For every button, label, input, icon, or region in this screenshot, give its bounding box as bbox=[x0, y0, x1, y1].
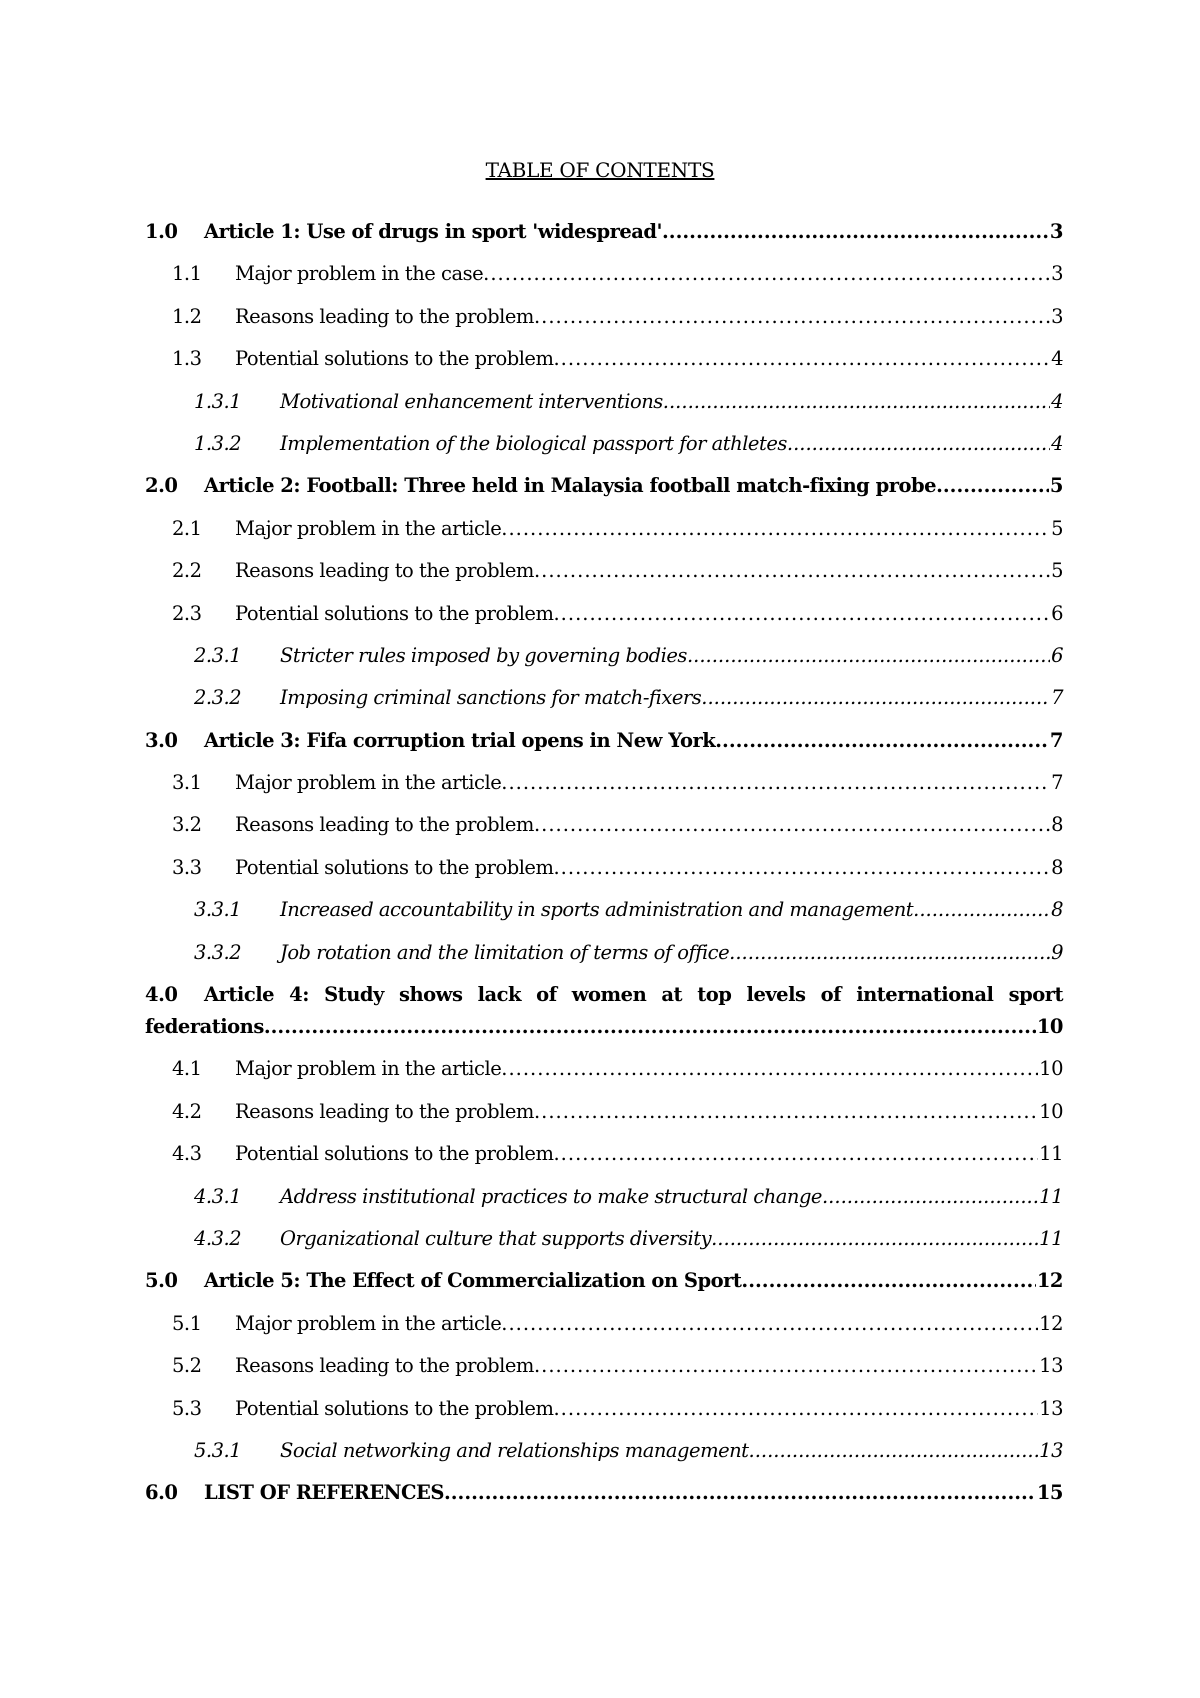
entry-page: 4 bbox=[1051, 431, 1063, 455]
dot-leader bbox=[822, 1185, 1038, 1208]
dot-leader bbox=[749, 1439, 1039, 1462]
toc-entry[interactable] bbox=[145, 729, 1063, 771]
entry-title: Job rotation and the limitation of terms of office bbox=[280, 940, 730, 964]
entry-title: Address institutional practices to make structural change bbox=[280, 1184, 822, 1208]
entry-page: 11 bbox=[1039, 1226, 1063, 1250]
toc-entry[interactable] bbox=[145, 1227, 1063, 1269]
entry-page: 5 bbox=[1049, 474, 1063, 498]
entry-number: 4.3.1 bbox=[194, 1184, 242, 1208]
entry-title: Potential solutions to the problem bbox=[235, 1142, 554, 1166]
entry-title: Major problem in the case bbox=[235, 262, 484, 286]
dot-leader bbox=[553, 1397, 1038, 1420]
toc-entry[interactable] bbox=[145, 305, 1063, 347]
entry-number: 2.2 bbox=[172, 559, 202, 583]
dot-leader bbox=[662, 220, 1049, 243]
entry-number: 2.0 bbox=[145, 474, 178, 498]
entry-page: 3 bbox=[1049, 220, 1063, 243]
entry-number: 5.2 bbox=[172, 1354, 202, 1378]
entry-title: Article 1: Use of drugs in sport 'widespread' bbox=[204, 220, 663, 243]
entry-title: Reasons leading to the problem bbox=[235, 559, 534, 583]
entry-number: 1.3 bbox=[172, 347, 202, 371]
entry-title-continued: federations bbox=[145, 1015, 264, 1039]
dot-leader bbox=[913, 898, 1050, 921]
entry-page: 15 bbox=[1036, 1481, 1063, 1505]
entry-page: 11 bbox=[1039, 1184, 1063, 1208]
toc-entry[interactable] bbox=[145, 898, 1063, 940]
dot-leader bbox=[534, 813, 1050, 836]
entry-page: 7 bbox=[1051, 686, 1063, 710]
dot-leader bbox=[787, 432, 1050, 455]
toc-entry[interactable] bbox=[145, 262, 1063, 304]
entry-page: 10 bbox=[1039, 1057, 1063, 1081]
toc-entry[interactable] bbox=[145, 1312, 1063, 1354]
toc-entry[interactable] bbox=[145, 559, 1063, 601]
toc-entry[interactable] bbox=[145, 390, 1063, 432]
dot-leader bbox=[501, 1057, 1038, 1080]
entry-title: Stricter rules imposed by governing bodies bbox=[280, 643, 687, 667]
toc-entry[interactable] bbox=[145, 517, 1063, 559]
entry-number: 4.3 bbox=[172, 1142, 202, 1166]
entry-page: 4 bbox=[1051, 389, 1063, 413]
entry-page: 13 bbox=[1039, 1396, 1063, 1420]
entry-title: Article 5: The Effect of Commercialization on Sport bbox=[204, 1269, 742, 1293]
entry-number: 1.3.2 bbox=[194, 431, 242, 455]
dot-leader bbox=[741, 1269, 1035, 1292]
entry-title: Social networking and relationships management bbox=[280, 1438, 749, 1462]
dot-leader bbox=[553, 856, 1050, 879]
entry-page: 10 bbox=[1039, 1099, 1063, 1123]
toc-entry[interactable] bbox=[145, 220, 1063, 262]
dot-leader bbox=[729, 941, 1050, 964]
entry-title: Increased accountability in sports administration and management bbox=[280, 898, 914, 922]
toc-entry[interactable] bbox=[145, 432, 1063, 474]
toc-entry[interactable] bbox=[145, 856, 1063, 898]
entry-number: 4.0 bbox=[145, 983, 178, 1007]
entry-number: 4.2 bbox=[172, 1099, 202, 1123]
entry-title: Reasons leading to the problem bbox=[235, 1099, 534, 1123]
entry-title: Major problem in the article bbox=[235, 1311, 502, 1335]
dot-leader bbox=[501, 517, 1050, 540]
dot-leader bbox=[711, 1227, 1038, 1250]
dot-leader bbox=[534, 559, 1050, 582]
entry-title: LIST OF REFERENCES bbox=[204, 1481, 444, 1505]
entry-number: 5.3 bbox=[172, 1396, 202, 1420]
entry-page: 3 bbox=[1051, 262, 1063, 286]
entry-title: Potential solutions to the problem bbox=[235, 1396, 554, 1420]
entry-title: Major problem in the article bbox=[235, 516, 502, 540]
entry-number: 3.2 bbox=[172, 813, 202, 837]
toc-entry[interactable] bbox=[145, 1269, 1063, 1311]
toc-entry[interactable] bbox=[145, 983, 1063, 1057]
dot-leader bbox=[501, 771, 1050, 794]
entry-title: Reasons leading to the problem bbox=[235, 813, 534, 837]
entry-page: 6 bbox=[1051, 601, 1063, 625]
entry-number: 2.3.1 bbox=[194, 643, 242, 667]
entry-number: 3.3 bbox=[172, 855, 202, 879]
entry-number: 6.0 bbox=[145, 1481, 178, 1505]
dot-leader bbox=[553, 347, 1050, 370]
dot-leader bbox=[444, 1481, 1036, 1504]
toc-entry[interactable] bbox=[145, 941, 1063, 983]
entry-page: 6 bbox=[1051, 643, 1063, 667]
entry-number: 4.3.2 bbox=[194, 1226, 242, 1250]
entry-number: 2.3.2 bbox=[194, 686, 242, 710]
entry-page: 4 bbox=[1051, 347, 1063, 371]
entry-number: 1.2 bbox=[172, 304, 202, 328]
toc-entry[interactable] bbox=[145, 813, 1063, 855]
entry-page: 11 bbox=[1039, 1142, 1063, 1166]
toc-entry[interactable] bbox=[145, 686, 1063, 728]
entry-number: 4.1 bbox=[172, 1057, 202, 1081]
entry-title: Article 4: Study shows lack of women at top levels of international sport bbox=[204, 983, 1063, 1007]
entry-number: 1.0 bbox=[145, 220, 178, 243]
entry-number: 5.0 bbox=[145, 1269, 178, 1293]
toc-entry[interactable] bbox=[145, 1100, 1063, 1142]
entry-title: Reasons leading to the problem bbox=[235, 304, 534, 328]
dot-leader bbox=[534, 1354, 1038, 1377]
toc-entry[interactable] bbox=[145, 1439, 1063, 1481]
entry-page: 13 bbox=[1039, 1438, 1063, 1462]
dot-leader bbox=[483, 262, 1050, 285]
toc-list bbox=[145, 220, 1063, 1524]
entry-number: 3.1 bbox=[172, 771, 202, 795]
entry-page: 3 bbox=[1051, 304, 1063, 328]
dot-leader bbox=[534, 1100, 1038, 1123]
entry-number: 2.1 bbox=[172, 516, 202, 540]
toc-entry[interactable] bbox=[145, 347, 1063, 389]
entry-title: Potential solutions to the problem bbox=[235, 855, 554, 879]
entry-number: 3.3.2 bbox=[194, 940, 242, 964]
toc-entry[interactable] bbox=[145, 1354, 1063, 1396]
dot-leader bbox=[687, 644, 1050, 667]
entry-title: Major problem in the article bbox=[235, 1057, 502, 1081]
entry-number: 3.3.1 bbox=[194, 898, 242, 922]
dot-leader bbox=[553, 602, 1050, 625]
dot-leader bbox=[501, 1312, 1038, 1335]
dot-leader bbox=[701, 686, 1050, 709]
entry-page: 9 bbox=[1051, 940, 1063, 964]
toc-entry[interactable] bbox=[145, 602, 1063, 644]
entry-title: Imposing criminal sanctions for match-fixers bbox=[280, 686, 702, 710]
entry-page: 12 bbox=[1036, 1269, 1063, 1293]
entry-number: 2.3 bbox=[172, 601, 202, 625]
dot-leader bbox=[715, 729, 1049, 752]
toc-entry[interactable] bbox=[145, 1185, 1063, 1227]
entry-title: Reasons leading to the problem bbox=[235, 1354, 534, 1378]
entry-page: 7 bbox=[1051, 771, 1063, 795]
entry-page: 5 bbox=[1051, 516, 1063, 540]
entry-title: Potential solutions to the problem bbox=[235, 601, 554, 625]
entry-number: 1.1 bbox=[172, 262, 202, 286]
entry-number: 3.0 bbox=[145, 728, 178, 752]
entry-page: 5 bbox=[1051, 559, 1063, 583]
entry-title: Organizational culture that supports diversity bbox=[280, 1226, 712, 1250]
entry-title: Motivational enhancement interventions bbox=[280, 389, 663, 413]
entry-title: Major problem in the article bbox=[235, 771, 502, 795]
toc-entry[interactable] bbox=[145, 1057, 1063, 1099]
entry-number: 5.1 bbox=[172, 1311, 202, 1335]
entry-page: 8 bbox=[1051, 813, 1063, 837]
entry-number: 1.3.1 bbox=[194, 389, 242, 413]
toc-entry[interactable] bbox=[145, 1481, 1063, 1523]
entry-title: Article 2: Football: Three held in Malaysia football match-fixing probe bbox=[204, 474, 937, 498]
toc-entry[interactable] bbox=[145, 644, 1063, 686]
dot-leader bbox=[936, 474, 1049, 497]
entry-title: Article 3: Fifa corruption trial opens in New York bbox=[204, 728, 716, 752]
toc-entry[interactable] bbox=[145, 1142, 1063, 1184]
toc-entry[interactable] bbox=[145, 1397, 1063, 1439]
entry-page: 10 bbox=[1036, 1015, 1063, 1039]
entry-title: Implementation of the biological passport for athletes bbox=[280, 431, 787, 455]
entry-number: 5.3.1 bbox=[194, 1438, 242, 1462]
dot-leader bbox=[553, 1142, 1038, 1165]
entry-page: 12 bbox=[1039, 1311, 1063, 1335]
entry-page: 8 bbox=[1051, 898, 1063, 922]
entry-page: 7 bbox=[1049, 728, 1063, 752]
toc-entry[interactable] bbox=[145, 474, 1063, 516]
toc-title: TABLE OF CONTENTS bbox=[485, 158, 715, 182]
dot-leader bbox=[264, 1015, 1036, 1038]
entry-title: Potential solutions to the problem bbox=[235, 347, 554, 371]
dot-leader bbox=[534, 305, 1050, 328]
dot-leader bbox=[663, 390, 1050, 413]
entry-page: 13 bbox=[1039, 1354, 1063, 1378]
toc-entry[interactable] bbox=[145, 771, 1063, 813]
entry-page: 8 bbox=[1051, 855, 1063, 879]
